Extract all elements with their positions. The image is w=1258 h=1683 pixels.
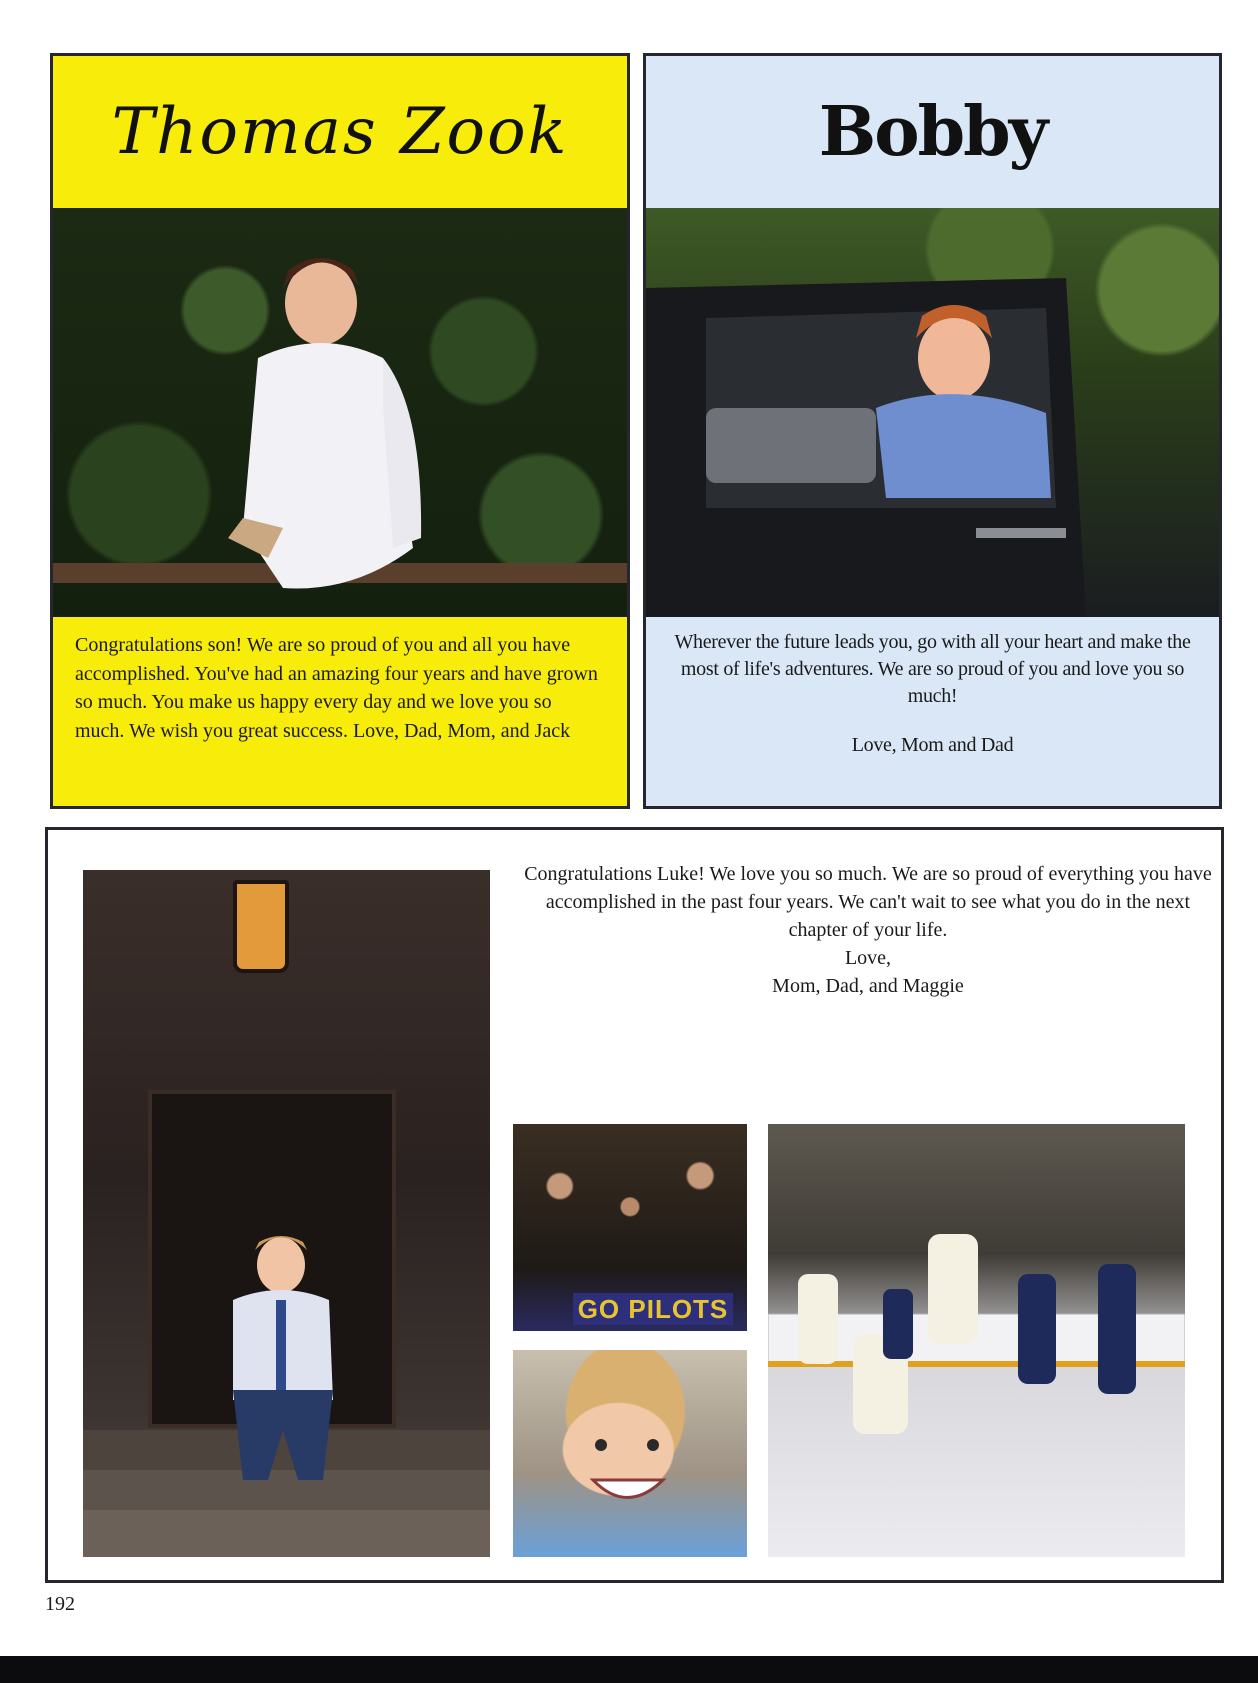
senior-name: Thomas Zook: [111, 95, 569, 169]
message-text: Wherever the future leads you, go with all your heart and make the most of life's adventures. We are so proud of you and love you so much!: [674, 631, 1191, 707]
student-section-photo: [513, 1124, 747, 1331]
hockey-celebration-photo: [768, 1124, 1185, 1557]
senior-portrait-photo: [83, 870, 490, 1557]
ad-thomas-zook: [50, 53, 630, 809]
page-number: 192: [45, 1593, 75, 1615]
message-text: Congratulations Luke! We love you so much. We are so proud of everything you have accomplished in the past four years. We can't wait to see what you do in the next chapter of your life.: [524, 863, 1212, 941]
truck-portrait-illustration: [646, 208, 1219, 617]
parent-message: [646, 617, 1219, 806]
smiling-child-illustration: [513, 1350, 747, 1557]
portrait-illustration: [53, 208, 627, 617]
hockey-players-illustration: [768, 1124, 1185, 1557]
parent-message: [518, 860, 1218, 1000]
name-band: [646, 56, 1219, 208]
go-pilots-banner: GO PILOTS: [573, 1293, 733, 1325]
senior-name: Bobby: [818, 92, 1047, 172]
ad-bobby: [643, 53, 1222, 809]
ad-luke: [45, 827, 1224, 1583]
senior-portrait-photo: [646, 208, 1219, 617]
senior-portrait-photo: [53, 208, 627, 617]
childhood-photo: [513, 1350, 747, 1557]
message-signature: Love, Mom and Dad: [851, 734, 1014, 756]
message-signature-line2: Mom, Dad, and Maggie: [772, 975, 964, 997]
scan-edge-bar: [0, 1656, 1258, 1683]
steps-portrait-illustration: [83, 870, 490, 1557]
message-signature-line1: Love,: [844, 947, 892, 969]
parent-message: Congratulations son! We are so proud of you and all you have accomplished. You've had an amazing four years and have grown so much. You make us happy every day and we love you so much. We wish you great success. Love, Dad, Mom, and Jack: [75, 634, 598, 742]
name-band: [53, 56, 627, 208]
